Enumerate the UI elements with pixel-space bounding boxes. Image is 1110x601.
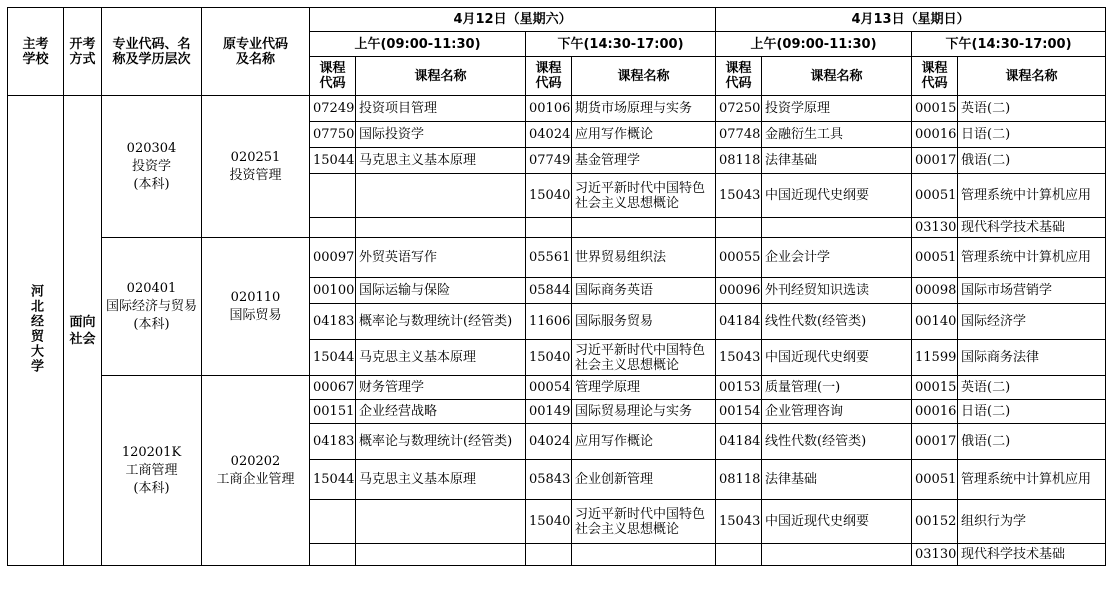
course-name: 习近平新时代中国特色社会主义思想概论 xyxy=(572,500,716,544)
course-name: 法律基础 xyxy=(762,148,912,174)
course-code: 04184 xyxy=(716,304,762,340)
header-mode: 开考 方式 xyxy=(64,8,102,96)
course-code: 15040 xyxy=(526,340,572,376)
header-course-name: 课程名称 xyxy=(762,57,912,96)
course-name: 国际经济学 xyxy=(958,304,1106,340)
course-code: 07250 xyxy=(716,96,762,122)
header-course-name: 课程名称 xyxy=(958,57,1106,96)
course-name: 企业管理咨询 xyxy=(762,400,912,424)
course-name: 现代科学技术基础 xyxy=(958,218,1106,238)
header-course-code: 课程 代码 xyxy=(912,57,958,96)
course-code xyxy=(310,500,356,544)
major-cell xyxy=(102,376,202,566)
course-name: 国际贸易理论与实务 xyxy=(572,400,716,424)
course-name: 马克思主义基本原理 xyxy=(356,340,526,376)
course-code xyxy=(526,218,572,238)
header-course-code: 课程 代码 xyxy=(526,57,572,96)
course-code: 04184 xyxy=(716,424,762,460)
school-cell xyxy=(8,96,64,566)
header-day1: 4月12日（星期六） xyxy=(310,8,716,32)
major-code: 120201K xyxy=(121,444,182,460)
course-name xyxy=(356,218,526,238)
course-code: 05844 xyxy=(526,278,572,304)
course-code: 00051 xyxy=(912,174,958,218)
major-code: 020304 xyxy=(126,140,177,156)
course-code xyxy=(310,218,356,238)
course-name: 习近平新时代中国特色社会主义思想概论 xyxy=(572,340,716,376)
header-day2-pm: 下午(14:30-17:00) xyxy=(912,32,1106,57)
course-name: 管理系统中计算机应用 xyxy=(958,460,1106,500)
course-name: 习近平新时代中国特色社会主义思想概论 xyxy=(572,174,716,218)
course-name: 法律基础 xyxy=(762,460,912,500)
course-name: 质量管理(一) xyxy=(762,376,912,400)
course-code: 15043 xyxy=(716,340,762,376)
exam-schedule-table xyxy=(7,7,1106,566)
orig-major-code: 020202 xyxy=(230,453,281,469)
course-name xyxy=(762,544,912,566)
course-name: 英语(二) xyxy=(958,376,1106,400)
course-name: 管理系统中计算机应用 xyxy=(958,174,1106,218)
course-code: 00016 xyxy=(912,122,958,148)
course-name xyxy=(356,544,526,566)
course-name xyxy=(356,500,526,544)
course-name: 应用写作概论 xyxy=(572,122,716,148)
orig-major-name: 投资管理 xyxy=(229,167,282,183)
course-name: 马克思主义基本原理 xyxy=(356,460,526,500)
schedule-body xyxy=(8,96,1106,566)
course-code: 07749 xyxy=(526,148,572,174)
major-name: 国际经济与贸易 xyxy=(105,298,197,314)
major-cell xyxy=(102,238,202,376)
course-code: 03130 xyxy=(912,544,958,566)
header-course-name: 课程名称 xyxy=(572,57,716,96)
table-row xyxy=(8,376,1106,400)
course-code xyxy=(310,174,356,218)
course-code: 05843 xyxy=(526,460,572,500)
course-name: 国际运输与保险 xyxy=(356,278,526,304)
major-name: 工商管理 xyxy=(125,462,178,478)
course-code: 00015 xyxy=(912,96,958,122)
course-code: 00051 xyxy=(912,238,958,278)
course-name: 中国近现代史纲要 xyxy=(762,500,912,544)
mode-cell xyxy=(64,96,102,566)
course-name: 国际商务法律 xyxy=(958,340,1106,376)
course-name: 线性代数(经管类) xyxy=(762,304,912,340)
course-code: 00096 xyxy=(716,278,762,304)
header-course-code: 课程 代码 xyxy=(716,57,762,96)
course-code: 07750 xyxy=(310,122,356,148)
header-orig-major: 原专业代码 及名称 xyxy=(202,8,310,96)
course-name: 中国近现代史纲要 xyxy=(762,340,912,376)
course-name: 财务管理学 xyxy=(356,376,526,400)
course-name: 俄语(二) xyxy=(958,148,1106,174)
course-name: 国际市场营销学 xyxy=(958,278,1106,304)
table-row xyxy=(8,96,1106,122)
course-code: 00015 xyxy=(912,376,958,400)
mode-name: 面向社会 xyxy=(69,314,96,347)
course-name: 投资学原理 xyxy=(762,96,912,122)
major-level: (本科) xyxy=(133,316,170,332)
course-name xyxy=(572,544,716,566)
course-code: 11606 xyxy=(526,304,572,340)
course-name: 管理系统中计算机应用 xyxy=(958,238,1106,278)
course-name: 日语(二) xyxy=(958,122,1106,148)
course-name: 线性代数(经管类) xyxy=(762,424,912,460)
course-code: 15044 xyxy=(310,340,356,376)
header-major-code: 专业代码、名 称及学历层次 xyxy=(102,8,202,96)
course-name: 现代科学技术基础 xyxy=(958,544,1106,566)
major-level: (本科) xyxy=(133,480,170,496)
header-day2: 4月13日（星期日） xyxy=(716,8,1106,32)
orig-major-name: 工商企业管理 xyxy=(216,471,295,487)
course-code: 00106 xyxy=(526,96,572,122)
header-day1-am: 上午(09:00-11:30) xyxy=(310,32,526,57)
course-code: 00017 xyxy=(912,148,958,174)
course-code: 15044 xyxy=(310,148,356,174)
course-name: 企业创新管理 xyxy=(572,460,716,500)
course-name: 应用写作概论 xyxy=(572,424,716,460)
course-code: 04183 xyxy=(310,304,356,340)
course-code: 08118 xyxy=(716,460,762,500)
course-code xyxy=(716,544,762,566)
course-code: 04183 xyxy=(310,424,356,460)
course-name: 期货市场原理与实务 xyxy=(572,96,716,122)
course-code: 00154 xyxy=(716,400,762,424)
course-code: 15040 xyxy=(526,500,572,544)
major-code: 020401 xyxy=(126,280,177,296)
course-name: 国际投资学 xyxy=(356,122,526,148)
orig-major-cell xyxy=(202,376,310,566)
orig-major-name: 国际贸易 xyxy=(229,307,282,323)
course-name: 企业经营战略 xyxy=(356,400,526,424)
course-code: 07249 xyxy=(310,96,356,122)
course-code: 00149 xyxy=(526,400,572,424)
orig-major-code: 020110 xyxy=(230,289,281,305)
header-day1-pm: 下午(14:30-17:00) xyxy=(526,32,716,57)
course-code xyxy=(716,218,762,238)
course-name: 概率论与数理统计(经管类) xyxy=(356,304,526,340)
school-name: 河北经贸大学 xyxy=(28,283,43,374)
course-code: 15043 xyxy=(716,174,762,218)
course-code: 00067 xyxy=(310,376,356,400)
course-code: 00055 xyxy=(716,238,762,278)
course-code: 15044 xyxy=(310,460,356,500)
course-code: 00151 xyxy=(310,400,356,424)
course-code: 05561 xyxy=(526,238,572,278)
course-name: 中国近现代史纲要 xyxy=(762,174,912,218)
course-code: 00016 xyxy=(912,400,958,424)
course-name: 投资项目管理 xyxy=(356,96,526,122)
course-code: 07748 xyxy=(716,122,762,148)
course-code: 11599 xyxy=(912,340,958,376)
course-name: 外贸英语写作 xyxy=(356,238,526,278)
header-day2-am: 上午(09:00-11:30) xyxy=(716,32,912,57)
course-name: 金融衍生工具 xyxy=(762,122,912,148)
header-course-code: 课程 代码 xyxy=(310,57,356,96)
table-row xyxy=(8,238,1106,278)
course-code: 08118 xyxy=(716,148,762,174)
course-code: 00098 xyxy=(912,278,958,304)
course-name xyxy=(572,218,716,238)
major-level: (本科) xyxy=(133,176,170,192)
course-code: 00051 xyxy=(912,460,958,500)
course-name xyxy=(762,218,912,238)
course-name: 世界贸易组织法 xyxy=(572,238,716,278)
major-name: 投资学 xyxy=(131,158,171,174)
course-name: 管理学原理 xyxy=(572,376,716,400)
course-name: 企业会计学 xyxy=(762,238,912,278)
course-name: 国际商务英语 xyxy=(572,278,716,304)
orig-major-code: 020251 xyxy=(230,149,281,165)
course-code: 00152 xyxy=(912,500,958,544)
course-name xyxy=(356,174,526,218)
course-code: 03130 xyxy=(912,218,958,238)
course-code: 00140 xyxy=(912,304,958,340)
header-course-name: 课程名称 xyxy=(356,57,526,96)
orig-major-cell xyxy=(202,238,310,376)
orig-major-cell xyxy=(202,96,310,238)
course-name: 马克思主义基本原理 xyxy=(356,148,526,174)
course-name: 英语(二) xyxy=(958,96,1106,122)
course-code: 00100 xyxy=(310,278,356,304)
course-name: 基金管理学 xyxy=(572,148,716,174)
course-name: 国际服务贸易 xyxy=(572,304,716,340)
course-code: 00097 xyxy=(310,238,356,278)
course-code: 00153 xyxy=(716,376,762,400)
course-code xyxy=(310,544,356,566)
course-name: 外刊经贸知识选读 xyxy=(762,278,912,304)
course-code xyxy=(526,544,572,566)
course-name: 俄语(二) xyxy=(958,424,1106,460)
course-code: 04024 xyxy=(526,424,572,460)
course-code: 15040 xyxy=(526,174,572,218)
course-code: 04024 xyxy=(526,122,572,148)
course-name: 概率论与数理统计(经管类) xyxy=(356,424,526,460)
course-name: 日语(二) xyxy=(958,400,1106,424)
header-school: 主考 学校 xyxy=(8,8,64,96)
course-code: 00054 xyxy=(526,376,572,400)
course-code: 15043 xyxy=(716,500,762,544)
course-name: 组织行为学 xyxy=(958,500,1106,544)
course-code: 00017 xyxy=(912,424,958,460)
major-cell xyxy=(102,96,202,238)
